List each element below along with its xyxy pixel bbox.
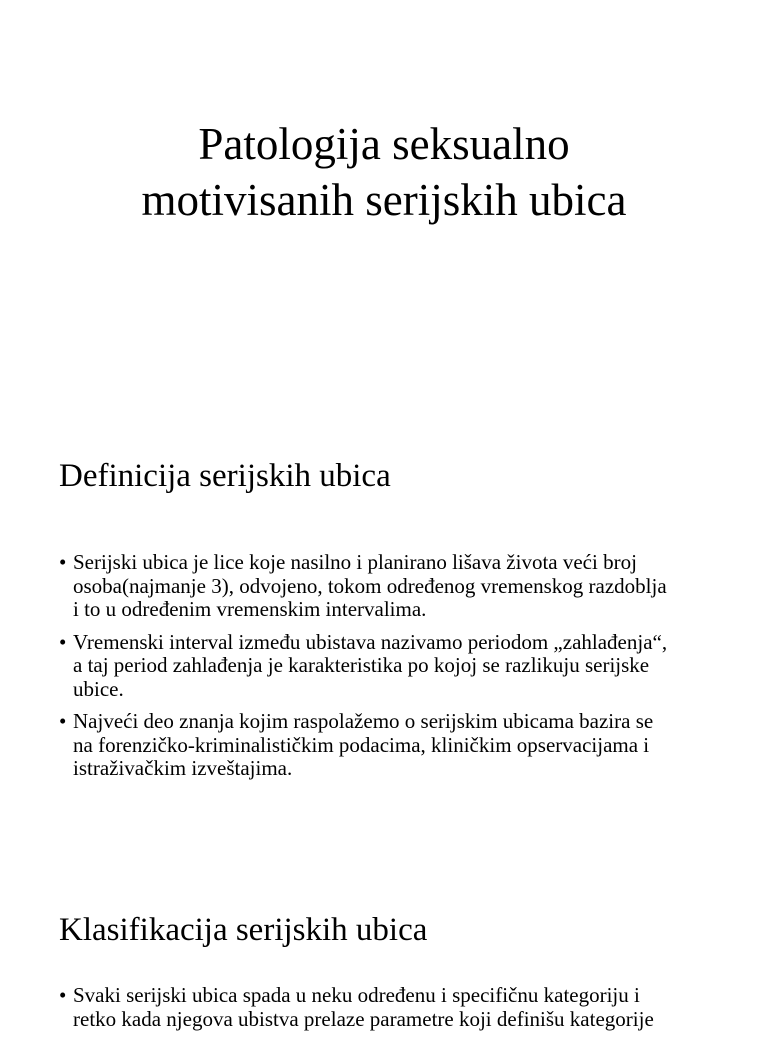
bullet-text-line: a taj period zahlađenja je karakteristika po kojoj se razlikuju serijske	[73, 653, 650, 677]
bullet-icon: •	[59, 629, 67, 654]
bullet-text-line: istraživačkim izveštajima.	[73, 756, 293, 780]
bullet-list-definicija	[59, 551, 739, 790]
bullet-icon: •	[59, 709, 67, 733]
slide-title	[0, 116, 768, 228]
bullet-text-line: Najveći deo znanja kojim raspolažemo o serijskim ubicama bazira se	[73, 709, 654, 733]
bullet-list-klasifikacija	[59, 984, 739, 1040]
bullet-text-line: retko kada njegova ubistva prelaze parametre koji definišu kategorije	[73, 1006, 654, 1031]
bullet-text-line: Vremenski interval između ubistava nazivamo periodom „zahlađenja“,	[73, 629, 668, 654]
bullet-text-line: ubice.	[73, 676, 124, 701]
bullet-icon: •	[59, 550, 67, 574]
bullet-text-line: Svaki serijski ubica spada u neku određenu i specifičnu kategoriju i	[73, 983, 640, 1007]
bullet-text-line: i to u određenim vremenskim intervalima.	[73, 597, 427, 621]
bullet-item	[59, 710, 739, 781]
section-heading-klasifikacija: Klasifikacija serijskih ubica	[59, 912, 428, 948]
bullet-text-line: na forenzičko-kriminalističkim podacima, kliničkim opservacijama i	[73, 732, 650, 757]
slide-title-line: Patologija seksualno	[198, 119, 570, 169]
bullet-text-line: osoba(najmanje 3), odvojeno, tokom određenog vremenskog razdoblja	[73, 573, 667, 598]
bullet-text-line: Serijski ubica je lice koje nasilno i planirano lišava života veći broj	[73, 550, 637, 574]
bullet-icon: •	[59, 983, 67, 1007]
bullet-item	[59, 551, 739, 622]
bullet-item	[59, 631, 739, 702]
section-heading-definicija: Definicija serijskih ubica	[59, 458, 391, 494]
slide-title-line: motivisanih serijskih ubica	[141, 175, 627, 225]
